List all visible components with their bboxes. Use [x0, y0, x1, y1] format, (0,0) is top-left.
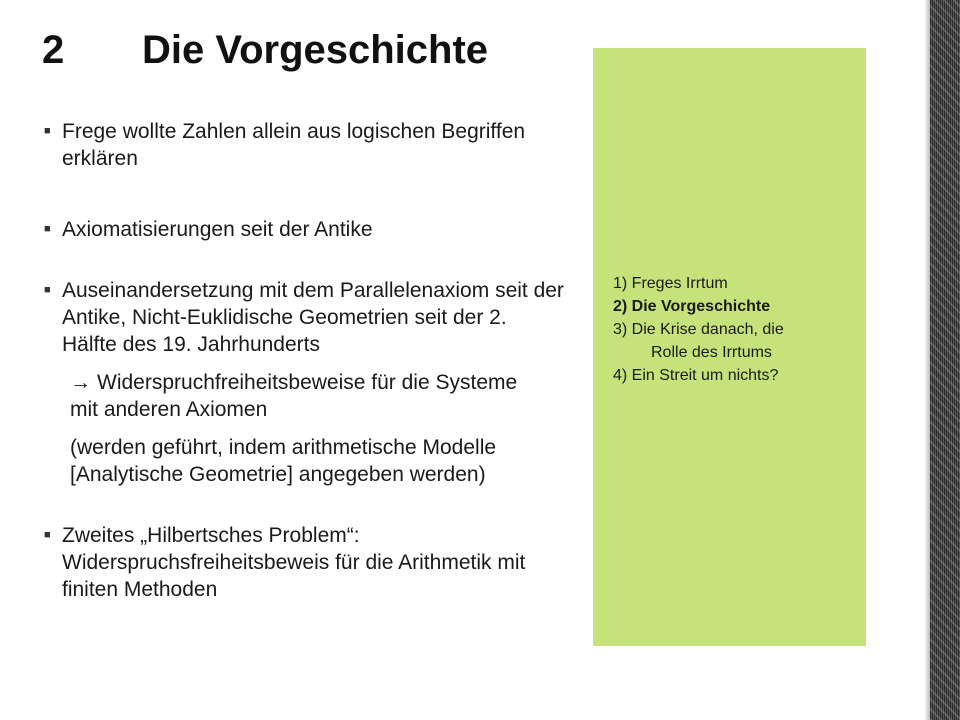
outline-item-active: 2) Die Vorgeschichte	[613, 298, 771, 315]
outline-item-continuation: Rolle des Irrtums	[651, 344, 772, 361]
arrow-right-icon: →	[70, 371, 91, 394]
outline-panel	[593, 48, 866, 646]
outline-item: 1) Freges Irrtum	[613, 275, 728, 292]
sub-paragraph-text: (werden geführt, indem arithmetische Modelle [Analytische Geometrie] angegeben werden)	[70, 436, 497, 486]
section-title: Die Vorgeschichte	[142, 28, 489, 72]
bullet-marker-icon: ■	[44, 529, 51, 541]
bullet-list	[44, 118, 564, 603]
slide-title	[42, 28, 488, 73]
bullet-text: Frege wollte Zahlen allein aus logischen Begriffen erklären	[62, 120, 526, 170]
bullet-item	[44, 118, 564, 172]
bullet-text: Zweites „Hilbertsches Problem“: Widerspruchsfreiheitsbeweis für die Arithmetik mit finiten Methoden	[62, 524, 526, 601]
bullet-text: Auseinandersetzung mit dem Parallelenaxiom seit der Antike, Nicht-Euklidische Geometrien seit der 2. Hälfte des 19. Jahrhunderts	[62, 279, 564, 356]
bullet-item	[44, 216, 564, 243]
sub-paragraph	[44, 369, 540, 423]
bullet-text: Axiomatisierungen seit der Antike	[62, 218, 373, 241]
decorative-shadow	[924, 0, 930, 720]
bullet-item	[44, 522, 564, 603]
section-number: 2	[42, 28, 65, 72]
bullet-item	[44, 277, 564, 358]
outline-item: 4) Ein Streit um nichts?	[613, 367, 779, 384]
bullet-marker-icon: ■	[44, 223, 51, 235]
sub-paragraph-text: Widerspruchfreiheitsbeweise für die Systeme mit anderen Axiomen	[70, 371, 518, 421]
bullet-marker-icon: ■	[44, 125, 51, 137]
outline-item: 3) Die Krise danach, die	[613, 321, 784, 338]
outline-list	[613, 272, 858, 387]
decorative-edge	[930, 0, 960, 720]
sub-paragraph	[44, 434, 540, 488]
bullet-marker-icon: ■	[44, 284, 51, 296]
decorative-hatch	[930, 0, 960, 720]
